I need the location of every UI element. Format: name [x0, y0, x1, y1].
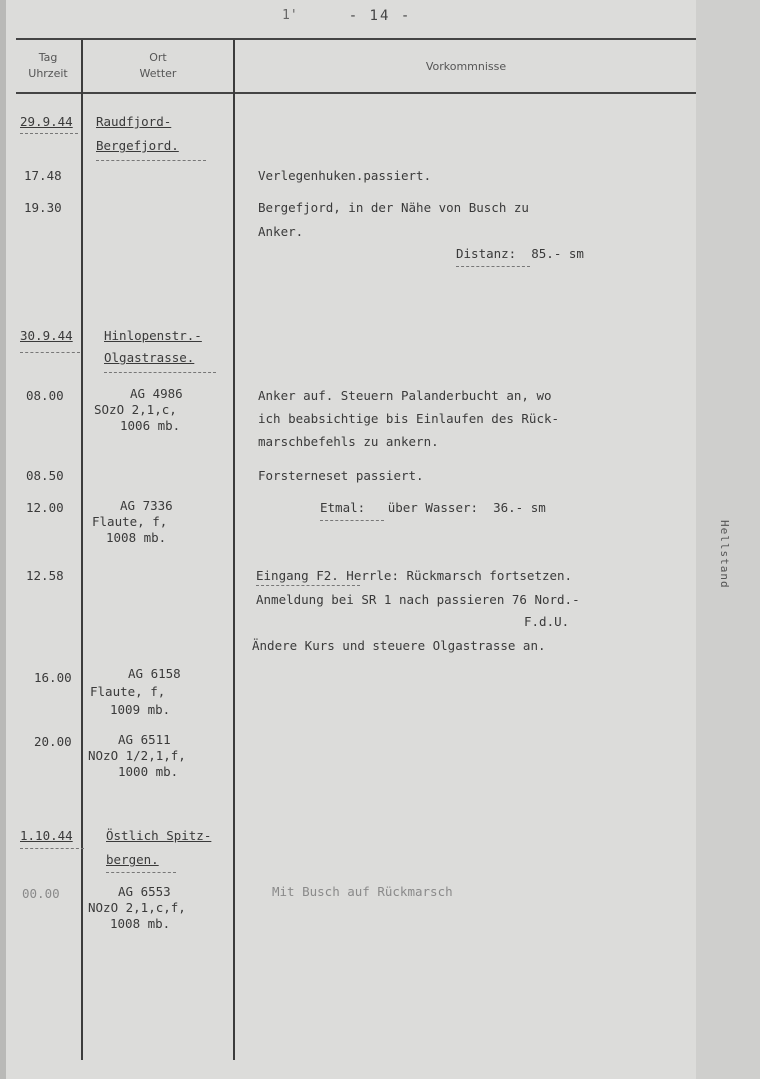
- entry-weather: NOzO 2,1,c,f,: [88, 900, 186, 915]
- entry-weather: AG 6511: [118, 732, 171, 747]
- column-header-date: Tag Uhrzeit: [28, 51, 68, 80]
- entry-weather: Flaute, f,: [92, 514, 168, 529]
- page-number: - 14 -: [348, 8, 412, 24]
- distance-underline: [456, 266, 530, 267]
- entry-time: 08.00: [26, 388, 64, 403]
- entry-place: Raudfjord-: [96, 114, 172, 129]
- entry-weather: SOzO 2,1,c,: [94, 402, 177, 417]
- column-header-events: Vorkommnisse: [425, 60, 507, 73]
- table-top-rule: [16, 38, 696, 40]
- entry-text: Anmeldung bei SR 1 nach passieren 76 Nord.-: [256, 592, 580, 607]
- etmal-underline: [320, 520, 384, 521]
- entry-date: 1.10.44: [20, 828, 73, 843]
- entry-place: Olgastrasse.: [104, 350, 195, 365]
- entry-weather: 1000 mb.: [118, 764, 179, 779]
- entry-place: Hinlopenstr.-: [104, 328, 202, 343]
- entry-weather: NOzO 1/2,1,f,: [88, 748, 186, 763]
- page-mark: 1': [282, 8, 298, 23]
- entry-place: Bergefjord.: [96, 138, 179, 153]
- entry-place: Östlich Spitz-: [106, 828, 212, 843]
- table-header-rule: [16, 92, 696, 94]
- entry-weather: 1008 mb.: [106, 530, 167, 545]
- entry-weather: AG 7336: [120, 498, 173, 513]
- entry-place: bergen.: [106, 852, 159, 867]
- column-divider-1: [81, 40, 83, 1060]
- entry-time: 19.30: [24, 200, 62, 215]
- eingang-underline: [256, 585, 360, 586]
- entry-text: F.d.U.: [524, 614, 570, 629]
- entry-text: Forsterneset passiert.: [258, 468, 424, 483]
- place-underline: [104, 372, 216, 373]
- entry-weather: AG 4986: [130, 386, 183, 401]
- entry-text: Bergefjord, in der Nähe von Busch zu: [258, 200, 529, 215]
- entry-weather: AG 6553: [118, 884, 171, 899]
- entry-text: ich beabsichtige bis Einlaufen des Rück-: [258, 411, 560, 426]
- entry-weather: 1008 mb.: [110, 916, 171, 931]
- entry-time: 12.00: [26, 500, 64, 515]
- distance-total: Distanz: 85.- sm: [456, 246, 584, 261]
- date-underline: [20, 133, 78, 134]
- entry-weather: AG 6158: [128, 666, 181, 681]
- entry-weather: 1006 mb.: [120, 418, 181, 433]
- margin-note: Hellstand: [718, 520, 731, 589]
- entry-text: Anker auf. Steuern Palanderbucht an, wo: [258, 388, 552, 403]
- entry-weather: Flaute, f,: [90, 684, 166, 699]
- date-underline: [20, 848, 84, 849]
- entry-time: 17.48: [24, 168, 62, 183]
- column-header-place: Ort Wetter: [139, 51, 177, 80]
- column-divider-2: [233, 40, 235, 1060]
- entry-time: 12.58: [26, 568, 64, 583]
- entry-time: 16.00: [34, 670, 72, 685]
- entry-text: marschbefehls zu ankern.: [258, 434, 439, 449]
- entry-weather: 1009 mb.: [110, 702, 171, 717]
- entry-time: 08.50: [26, 468, 64, 483]
- entry-time: 20.00: [34, 734, 72, 749]
- entry-text: Verlegenhuken.passiert.: [258, 168, 432, 183]
- etmal-line: Etmal: über Wasser: 36.- sm: [320, 500, 546, 515]
- entry-text: Mit Busch auf Rückmarsch: [272, 884, 453, 899]
- date-underline: [20, 352, 80, 353]
- entry-date: 29.9.44: [20, 114, 73, 129]
- entry-text: Eingang F2. Herrle: Rückmarsch fortsetzen.: [256, 568, 573, 583]
- entry-text: Ändere Kurs und steuere Olgastrasse an.: [252, 638, 546, 653]
- place-underline: [106, 872, 176, 873]
- place-underline: [96, 160, 206, 161]
- entry-text: Anker.: [258, 224, 304, 239]
- entry-date: 30.9.44: [20, 328, 73, 343]
- entry-time: 00.00: [22, 886, 60, 901]
